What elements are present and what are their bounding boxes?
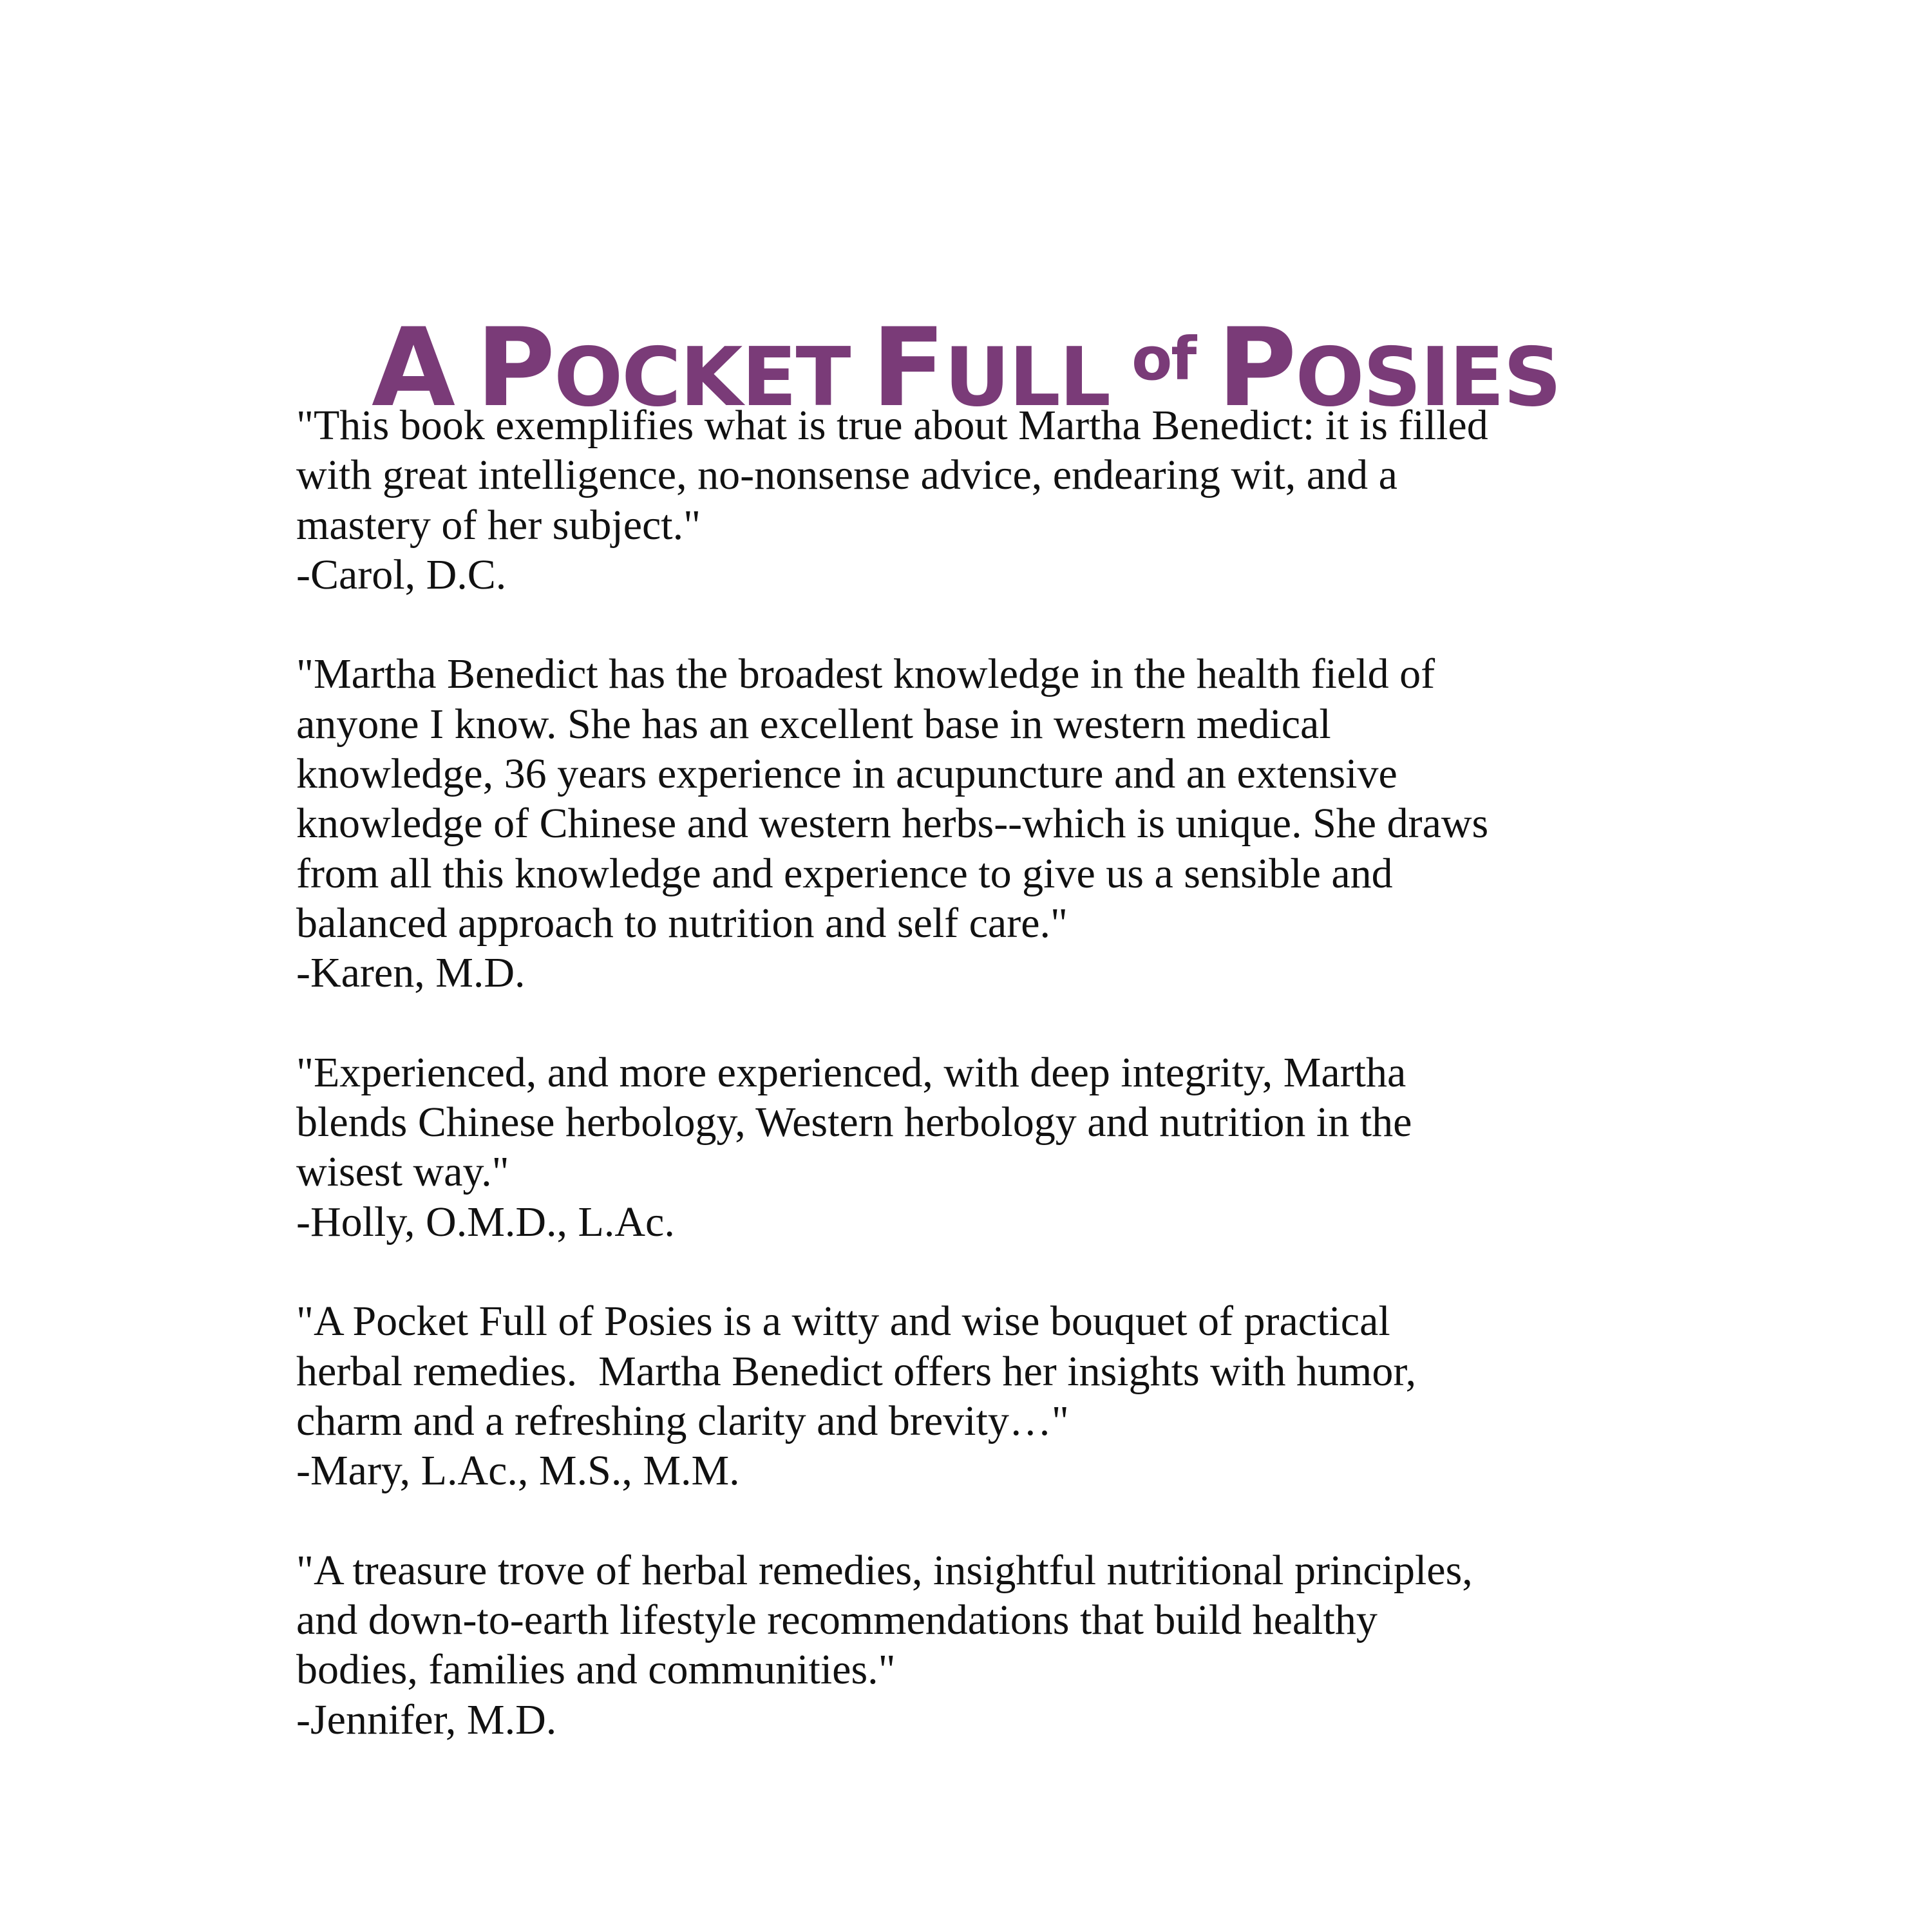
attribution: -Carol, D.C. bbox=[296, 551, 507, 598]
quote-line: blends Chinese herbology, Western herbology and nutrition in the bbox=[296, 1099, 1412, 1146]
attribution: -Karen, M.D. bbox=[296, 949, 526, 997]
testimonials-list bbox=[296, 401, 1649, 1794]
attribution: -Mary, L.Ac., M.S., M.M. bbox=[296, 1447, 740, 1495]
quote-line: "Experienced, and more experienced, with deep integrity, Martha bbox=[296, 1048, 1406, 1096]
title-word-a: A bbox=[371, 304, 455, 431]
title-word-full-initial: F bbox=[871, 304, 945, 431]
quote-line: "A treasure trove of herbal remedies, insightful nutritional principles, bbox=[296, 1546, 1473, 1594]
title-word-full-rest: ULL bbox=[944, 329, 1110, 424]
title-word-pocket-initial: P bbox=[476, 304, 554, 431]
testimonial-carol bbox=[296, 401, 1649, 600]
attribution: -Holly, O.M.D., L.Ac. bbox=[296, 1198, 675, 1245]
testimonial-karen bbox=[296, 649, 1649, 998]
quote-line: mastery of her subject." bbox=[296, 501, 701, 549]
quote-line: balanced approach to nutrition and self care." bbox=[296, 899, 1068, 947]
title-word-pocket-rest: OCKET bbox=[554, 329, 850, 424]
quote-line: "This book exemplifies what is true about Martha Benedict: it is filled bbox=[296, 402, 1488, 449]
quote-line: knowledge, 36 years experience in acupuncture and an extensive bbox=[296, 750, 1397, 798]
quote-line: and down-to-earth lifestyle recommendations that build healthy bbox=[296, 1596, 1378, 1644]
title-word-posies-initial: P bbox=[1217, 304, 1296, 431]
quote-line: wisest way." bbox=[296, 1148, 509, 1196]
quote-line: from all this knowledge and experience to give us a sensible and bbox=[296, 849, 1393, 897]
quote-line: charm and a refreshing clarity and brevity…" bbox=[296, 1397, 1069, 1444]
testimonial-holly bbox=[296, 1048, 1649, 1247]
quote-line: bodies, families and communities." bbox=[296, 1646, 896, 1694]
quote-line: herbal remedies. Martha Benedict offers her insights with humor, bbox=[296, 1347, 1417, 1395]
testimonial-jennifer bbox=[296, 1546, 1649, 1745]
title-word-posies-rest: OSIES bbox=[1295, 329, 1560, 424]
title-word-of: of bbox=[1132, 324, 1196, 393]
testimonial-mary bbox=[296, 1296, 1649, 1495]
quote-line: knowledge of Chinese and western herbs--which is unique. She draws bbox=[296, 800, 1489, 848]
quote-line: "A Pocket Full of Posies is a witty and wise bouquet of practical bbox=[296, 1298, 1390, 1345]
quote-line: anyone I know. She has an excellent base in western medical bbox=[296, 700, 1331, 748]
quote-line: "Martha Benedict has the broadest knowledge in the health field of bbox=[296, 650, 1435, 698]
attribution: -Jennifer, M.D. bbox=[296, 1696, 557, 1743]
quote-line: with great intelligence, no-nonsense advice, endearing wit, and a bbox=[296, 451, 1397, 499]
